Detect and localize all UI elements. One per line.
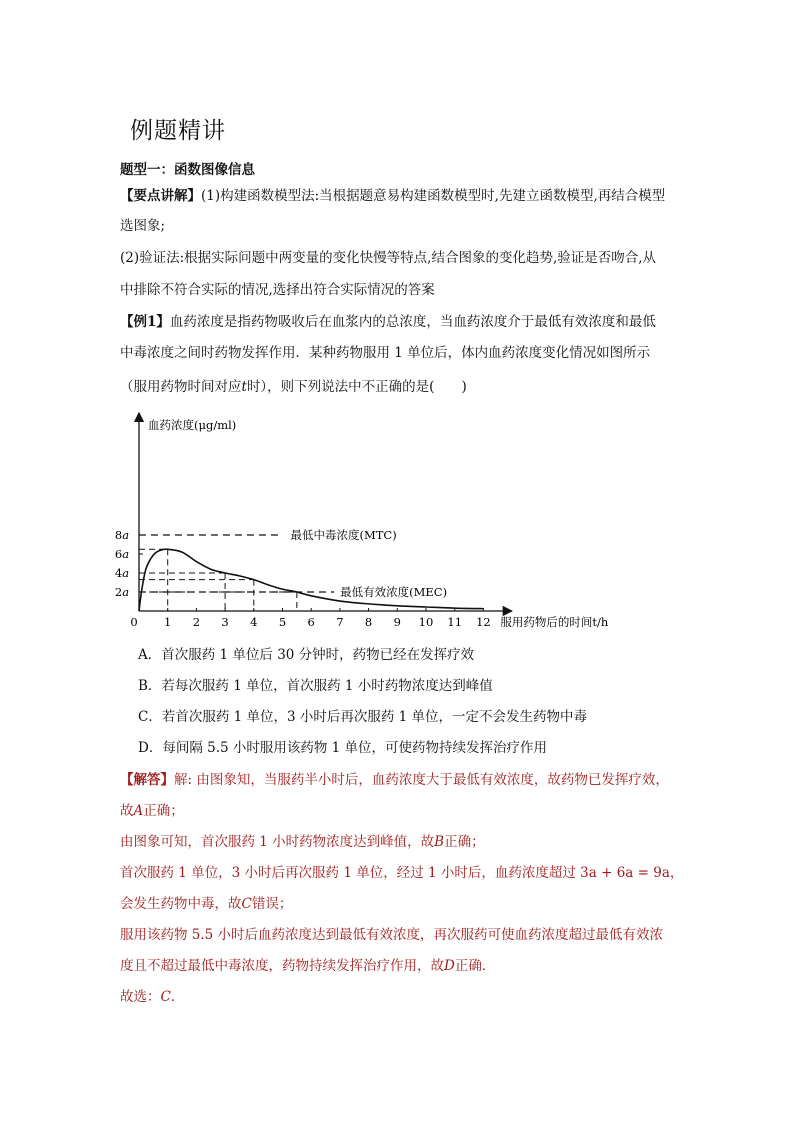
option-b: B．若每次服药 1 单位，首次服药 1 小时药物浓度达到峰值 <box>138 678 493 694</box>
x-tick-label: 4 <box>250 615 258 629</box>
x-tick-label: 8 <box>364 615 373 629</box>
section-title: 例题精讲 <box>130 118 226 144</box>
y-tick-label: 4a <box>114 566 130 580</box>
x-tick-label: 7 <box>336 615 344 629</box>
x-tick-label: 6 <box>307 615 315 629</box>
solution-text-2b: 正确； <box>143 803 184 819</box>
solution-line-5 <box>120 894 292 914</box>
key-points-line-1 <box>120 186 665 206</box>
x-tick-label: 5 <box>278 615 287 629</box>
x-tick-label: 10 <box>418 615 434 629</box>
solution-line-3 <box>120 832 485 852</box>
solution-var-b: B <box>434 834 445 850</box>
x-tick-label: 2 <box>192 615 201 629</box>
y-tick-label: 2a <box>114 585 130 599</box>
key-points-label: 【要点讲解】 <box>120 188 201 204</box>
option-d: D．每间隔 5.5 小时服用该药物 1 单位，可使药物持续发挥治疗作用 <box>138 740 548 756</box>
solution-line-4: 首次服药 1 单位，3 小时后再次服药 1 单位，经过 1 小时后，血药浓度超过 3a + 6a = 9a， <box>120 865 684 881</box>
solution-text-3a: 由图象可知，首次服药 1 小时药物浓度达到峰值，故 <box>120 834 435 850</box>
solution-line-6: 服用该药物 5.5 小时后血药浓度达到最低有效浓度，再次服药可使血药浓度超过最低有效浓 <box>120 927 664 943</box>
example-line-2: 中毒浓度之间时药物发挥作用．某种药物服用 1 单位后，体内血药浓度变化情况如图所示 <box>120 345 651 361</box>
y-tick-label: 8a <box>114 528 130 542</box>
solution-text-3b: 正确； <box>444 834 485 850</box>
solution-var-d: D <box>444 958 455 974</box>
solution-text-5b: 错误； <box>251 896 293 912</box>
answer-prefix: 故选： <box>120 989 161 1005</box>
example-text-3b: 时），则下列说法中不正确的是( ) <box>246 379 467 395</box>
solution-text-7a: 度且不超过最低中毒浓度，药物持续发挥治疗作用，故 <box>120 958 444 974</box>
key-points-line-3: (2)验证法:根据实际问题中两变量的变化快慢等特点,结合图象的变化趋势,验证是否吻合,从 <box>120 250 657 266</box>
answer-var: C <box>160 989 171 1005</box>
x-tick-label: 3 <box>221 615 229 629</box>
answer-line <box>120 987 184 1007</box>
concentration-chart <box>110 405 630 635</box>
example-line-1 <box>120 312 656 332</box>
x-tick-label: 0 <box>130 615 138 629</box>
solution-text-1: 解: 由图象知，当服药半小时后，血药浓度大于最低有效浓度，故药物已发挥疗效， <box>174 772 669 788</box>
example-text-3a: （服用药物时间对应 <box>120 379 242 395</box>
solution-label: 【解答】 <box>120 772 174 788</box>
example-label: 【例1】 <box>120 314 170 330</box>
x-tick-label: 12 <box>476 615 491 629</box>
y-axis-title: 血药浓度(μg/ml) <box>148 418 237 432</box>
example-text-1: 血药浓度是指药物吸收后在血浆内的总浓度，当血药浓度介于最低有效浓度和最低 <box>169 314 656 330</box>
x-axis-title: 服用药物后的时间t/h <box>500 615 609 629</box>
mec-label: 最低有效浓度(MEC) <box>340 585 448 599</box>
option-a: A．首次服药 1 单位后 30 分钟时，药物已经在发挥疗效 <box>138 647 475 663</box>
solution-line-7 <box>120 956 495 976</box>
solution-text-5a: 会发生药物中毒，故 <box>120 896 242 912</box>
topic-heading: 题型一：函数图像信息 <box>120 162 255 178</box>
option-c: C．若首次服药 1 单位，3 小时后再次服药 1 单位，一定不会发生药物中毒 <box>138 709 588 725</box>
solution-text-2a: 故 <box>120 803 134 819</box>
example-line-3 <box>120 377 467 397</box>
x-tick-label: 11 <box>447 615 463 629</box>
solution-text-7b: 正确． <box>454 958 496 974</box>
solution-line-2 <box>120 801 184 821</box>
example-var-t: t <box>241 379 247 395</box>
key-points-line-2: 选图象; <box>120 218 166 234</box>
mtc-label: 最低中毒浓度(MTC) <box>290 528 397 542</box>
answer-suffix: ． <box>170 989 185 1005</box>
y-tick-label: 6a <box>114 547 130 561</box>
key-points-text-1: (1)构建函数模型法:当根据题意易构建函数模型时,先建立函数模型,再结合模型 <box>201 188 666 204</box>
solution-var-a: A <box>133 803 144 819</box>
solution-var-c: C <box>241 896 252 912</box>
solution-line-1 <box>120 770 669 790</box>
x-tick-label: 1 <box>164 615 172 629</box>
key-points-line-4: 中排除不符合实际的情况,选择出符合实际情况的答案 <box>120 282 435 298</box>
x-tick-label: 9 <box>393 615 401 629</box>
